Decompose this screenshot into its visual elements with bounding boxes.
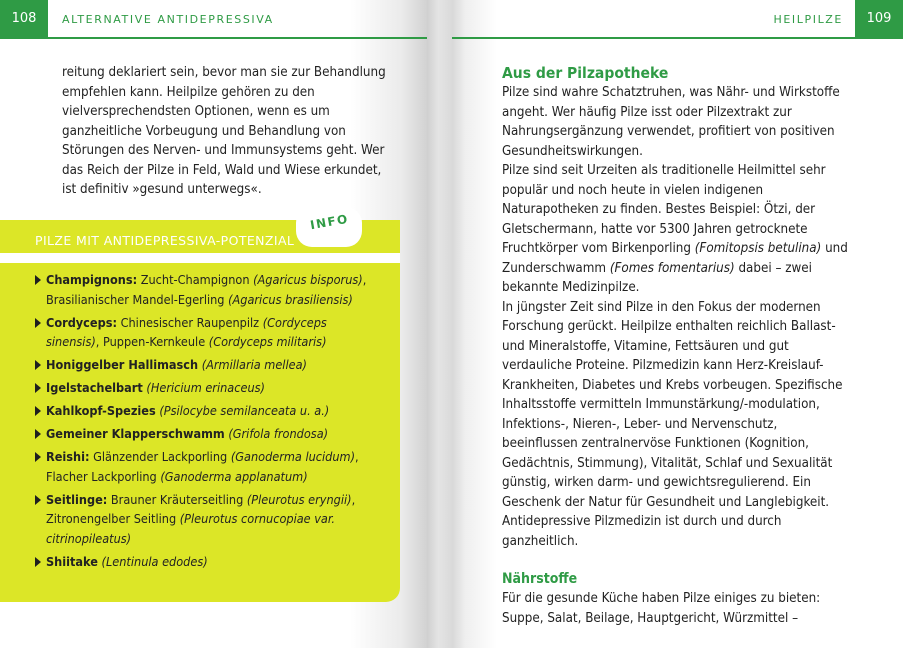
list-item [35, 552, 380, 572]
mushroom-common-name: Brauner Kräuterseitling [107, 491, 247, 507]
mushroom-name: Igelstachelbart [46, 380, 143, 395]
running-head-right: HEILPILZE [773, 13, 843, 26]
subheading: Nährstoffe [502, 571, 578, 587]
paragraph-2 [502, 161, 852, 298]
list-item [35, 378, 380, 398]
mushroom-name: Champignons: [46, 272, 138, 287]
list-item [35, 447, 380, 486]
right-page [452, 0, 903, 648]
book-gutter [427, 0, 452, 648]
left-paragraph: reitung deklariert sein, bevor man sie zur Behandlung empfehlen kann. Heilpilze gehören zu den vielversprechendsten Optionen, wenn es um ganzheitliche Vorbeugung und Behandlung von Störungen des Nerven- und Immunsystems geht. Wer das Reich der Pilze in Feld, Wald und Wiese erkundet, ist definitiv »gesund unterwegs«. [62, 65, 386, 197]
mushroom-latin-name-2: (Agaricus brasiliensis) [228, 291, 353, 307]
paragraph-2-part-b: und Zunderschwamm [502, 241, 848, 276]
info-box [0, 211, 400, 602]
mushroom-name: Reishi: [46, 449, 90, 464]
info-box-divider [0, 253, 400, 263]
mushroom-name: Gemeiner Klapperschwamm [46, 426, 225, 441]
paragraph-2-part-a: Pilze sind seit Urzeiten als traditionelle Heilmittel sehr populär und noch heute in vielen indigenen Naturapotheken zu finden. Bestes Beispiel: Ötzi, der Gletschermann, hatte vor 5300 Jahren getrocknete Fruchtkörper vom Birkenporling [502, 163, 826, 256]
mushroom-common-name-2: , Zitronengelber Seitling [46, 491, 356, 526]
paragraph-3: In jüngster Zeit sind Pilze in den Fokus der modernen Forschung gerückt. Heilpilze enthalten reichlich Ballast- und Mineralstoffe, Vitamine, Fettsäuren und gut verdauliche Proteine. Pilzmedizin kann Herz-Kreislauf-Krankheiten, Diabetes und Krebs vorbeugen. Spezifische Inhaltsstoffe vermitteln Immunstärkung/-modulation, Infektions-, Nieren-, Leber- und Nervenschutz, beeinflussen zentralnervöse Funktionen (Kognition, Gedächtnis, Stimmung), Vitalität, Schlaf und Sexualität günstig, wirken darm- und gewichtsregulierend. Ein Geschenk der Natur für Gesundheit und Langlebigkeit. Antidepressive Pilzmedizin ist durch und durch ganzheitlich. [502, 299, 843, 549]
mushroom-name: Shiitake [46, 553, 98, 569]
mushroom-common-name: Zucht-Champignon [137, 272, 254, 287]
paragraph-4: Für die gesunde Küche haben Pilze einiges zu bieten: Suppe, Salat, Beilage, Hauptgericht, Würzmittel – [502, 591, 821, 626]
list-item [35, 313, 380, 352]
mushroom-latin-name: (Pleurotus eryngii) [246, 491, 352, 507]
section-heading: Aus der Pilzapotheke [502, 64, 669, 82]
mushroom-common-name: Glänzender Lackporling [89, 449, 231, 464]
mushroom-common-name: Chinesischer Raupenpilz [116, 314, 263, 330]
mushroom-latin-name: (Armillaria mellea) [201, 357, 307, 372]
mushroom-common-name-2: , Brasilianischer Mandel-Egerling [46, 272, 367, 307]
latin-name-zunderschwamm: (Fomes fomentarius) [609, 260, 735, 276]
mushroom-latin-name: (Lentinula edodes) [101, 553, 208, 569]
header-rule-right [452, 37, 903, 39]
mushroom-latin-name: (Ganoderma lucidum) [230, 449, 356, 464]
mushroom-list [35, 270, 380, 575]
mushroom-common-name-2: , Puppen-Kernkeule [95, 334, 209, 349]
mushroom-name: Cordyceps: [46, 314, 117, 330]
info-tag-label: INFO [308, 211, 350, 233]
paragraph-1: Pilze sind wahre Schatztruhen, was Nähr- und Wirkstoffe angeht. Wer häufig Pilze isst oder Pilzextrakt zur Nahrungsergänzung verwendet, profitiert von positiven Gesundheitswirkungen. [502, 85, 840, 159]
list-item [35, 424, 380, 444]
info-tag [296, 207, 362, 247]
running-head-left: ALTERNATIVE ANTIDEPRESSIVA [62, 13, 274, 26]
mushroom-latin-name-2: (Pleurotus cornucopiae var. citrinopileatus) [46, 511, 335, 546]
mushroom-latin-name: (Hericium erinaceus) [146, 380, 265, 395]
list-item [35, 355, 380, 375]
latin-name-birkenporling: (Fomitopsis betulina) [694, 241, 822, 256]
mushroom-name: Seitlinge: [46, 491, 108, 507]
list-item [35, 490, 380, 549]
mushroom-latin-name-2: (Ganoderma applanatum) [160, 468, 308, 484]
mushroom-latin-name-2: (Cordyceps militaris) [208, 334, 327, 349]
left-body-text [62, 63, 392, 200]
page-number-left: 108 [0, 0, 48, 38]
page-number-right: 109 [855, 0, 903, 38]
list-item [35, 401, 380, 421]
left-page [0, 0, 427, 648]
mushroom-latin-name: (Grifola frondosa) [228, 426, 329, 441]
mushroom-latin-name: (Agaricus bisporus) [253, 272, 363, 287]
list-item [35, 270, 380, 309]
mushroom-latin-name: (Psilocybe semilanceata u. a.) [159, 403, 330, 418]
info-box-heading: PILZE MIT ANTIDEPRESSIVA-POTENZIAL [35, 233, 295, 248]
mushroom-name: Kahlkopf-Spezies [46, 403, 156, 418]
paragraph-2-part-c: dabei – zwei bekannte Medizinpilze. [502, 260, 812, 295]
mushroom-name: Honiggelber Hallimasch [46, 357, 199, 372]
header-rule-left [0, 37, 427, 39]
mushroom-latin-name: (Cordyceps sinensis) [46, 314, 327, 349]
right-body-text [502, 63, 852, 628]
mushroom-common-name-2: , Flacher Lackporling [46, 449, 359, 484]
